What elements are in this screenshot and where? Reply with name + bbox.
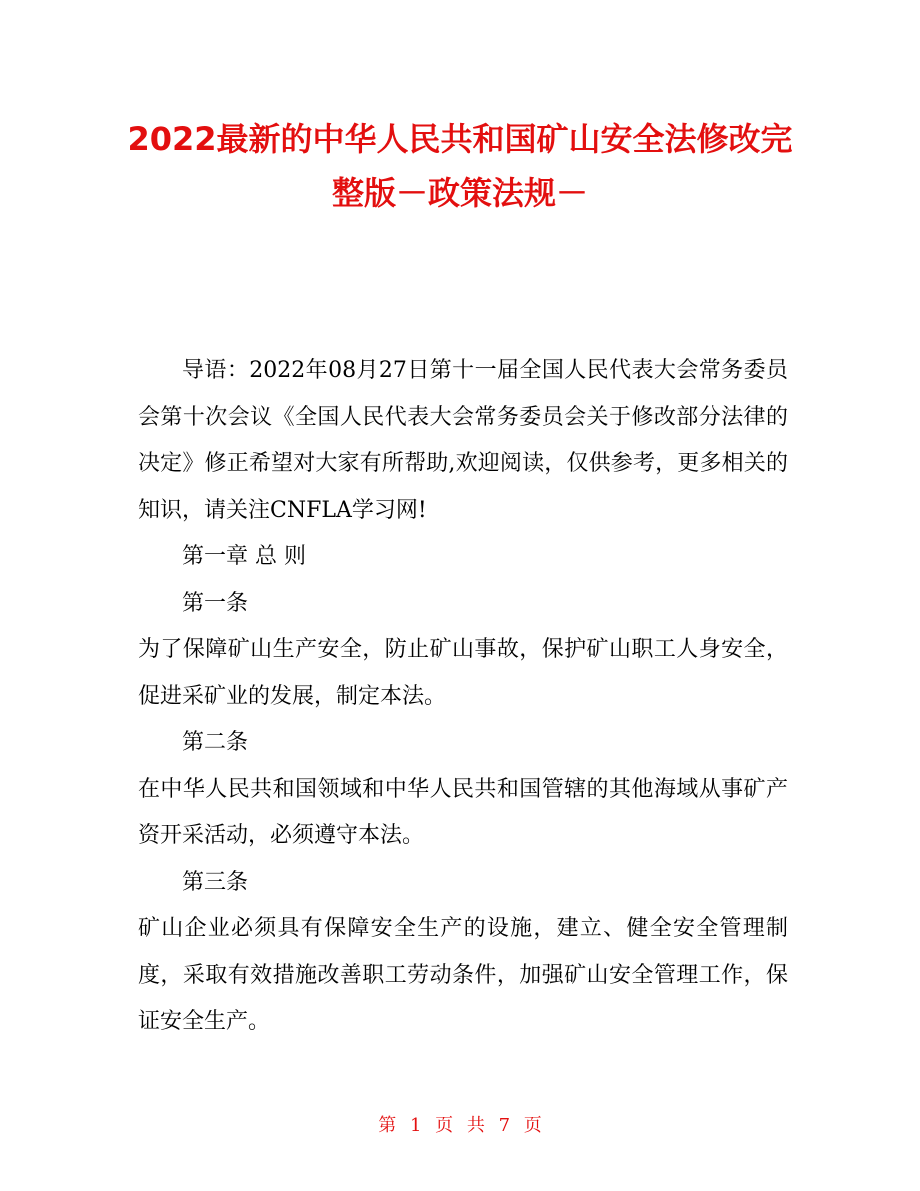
article-2-text: 在中华人民共和国领域和中华人民共和国管辖的其他海域从事矿产资开采活动，必须遵守本法。 — [138, 776, 788, 848]
intro-paragraph: 导语：2022年08月27日第十一届全国人民代表大会常务委员会第十次会议《全国人民代表大会常务委员会关于修改部分法律的决定》修正希望对大家有所帮助,欢迎阅读，仅供参考，更多相关的知识，请关注CNFLA学习网! — [138, 358, 788, 523]
footer-page-unit: 页 — [435, 1115, 454, 1136]
document-title: 2022最新的中华人民共和国矿山安全法修改完整版－政策法规－ — [127, 120, 793, 212]
document-body — [138, 348, 788, 1046]
article-1-heading: 第一条 — [182, 590, 249, 616]
footer-total-pages: 7 — [498, 1115, 511, 1136]
article-2-heading: 第二条 — [182, 730, 249, 755]
footer-total-unit: 页 — [523, 1115, 542, 1136]
page-footer — [0, 1112, 920, 1140]
footer-current-page: 1 — [409, 1115, 422, 1136]
article-3-text: 矿山企业必须具有保障安全生产的设施，建立、健全安全管理制度，采取有效措施改善职工劳动条件，加强矿山安全管理工作，保证安全生产。 — [138, 916, 788, 1034]
chapter-heading: 第一章 总 则 — [182, 544, 306, 569]
footer-total-label: 共 — [466, 1115, 485, 1136]
article-1-text: 为了保障矿山生产安全，防止矿山事故，保护矿山职工人身安全，促进采矿业的发展，制定本法。 — [138, 637, 788, 709]
article-3-heading: 第三条 — [182, 869, 249, 895]
footer-page-label: 第 — [378, 1115, 397, 1136]
